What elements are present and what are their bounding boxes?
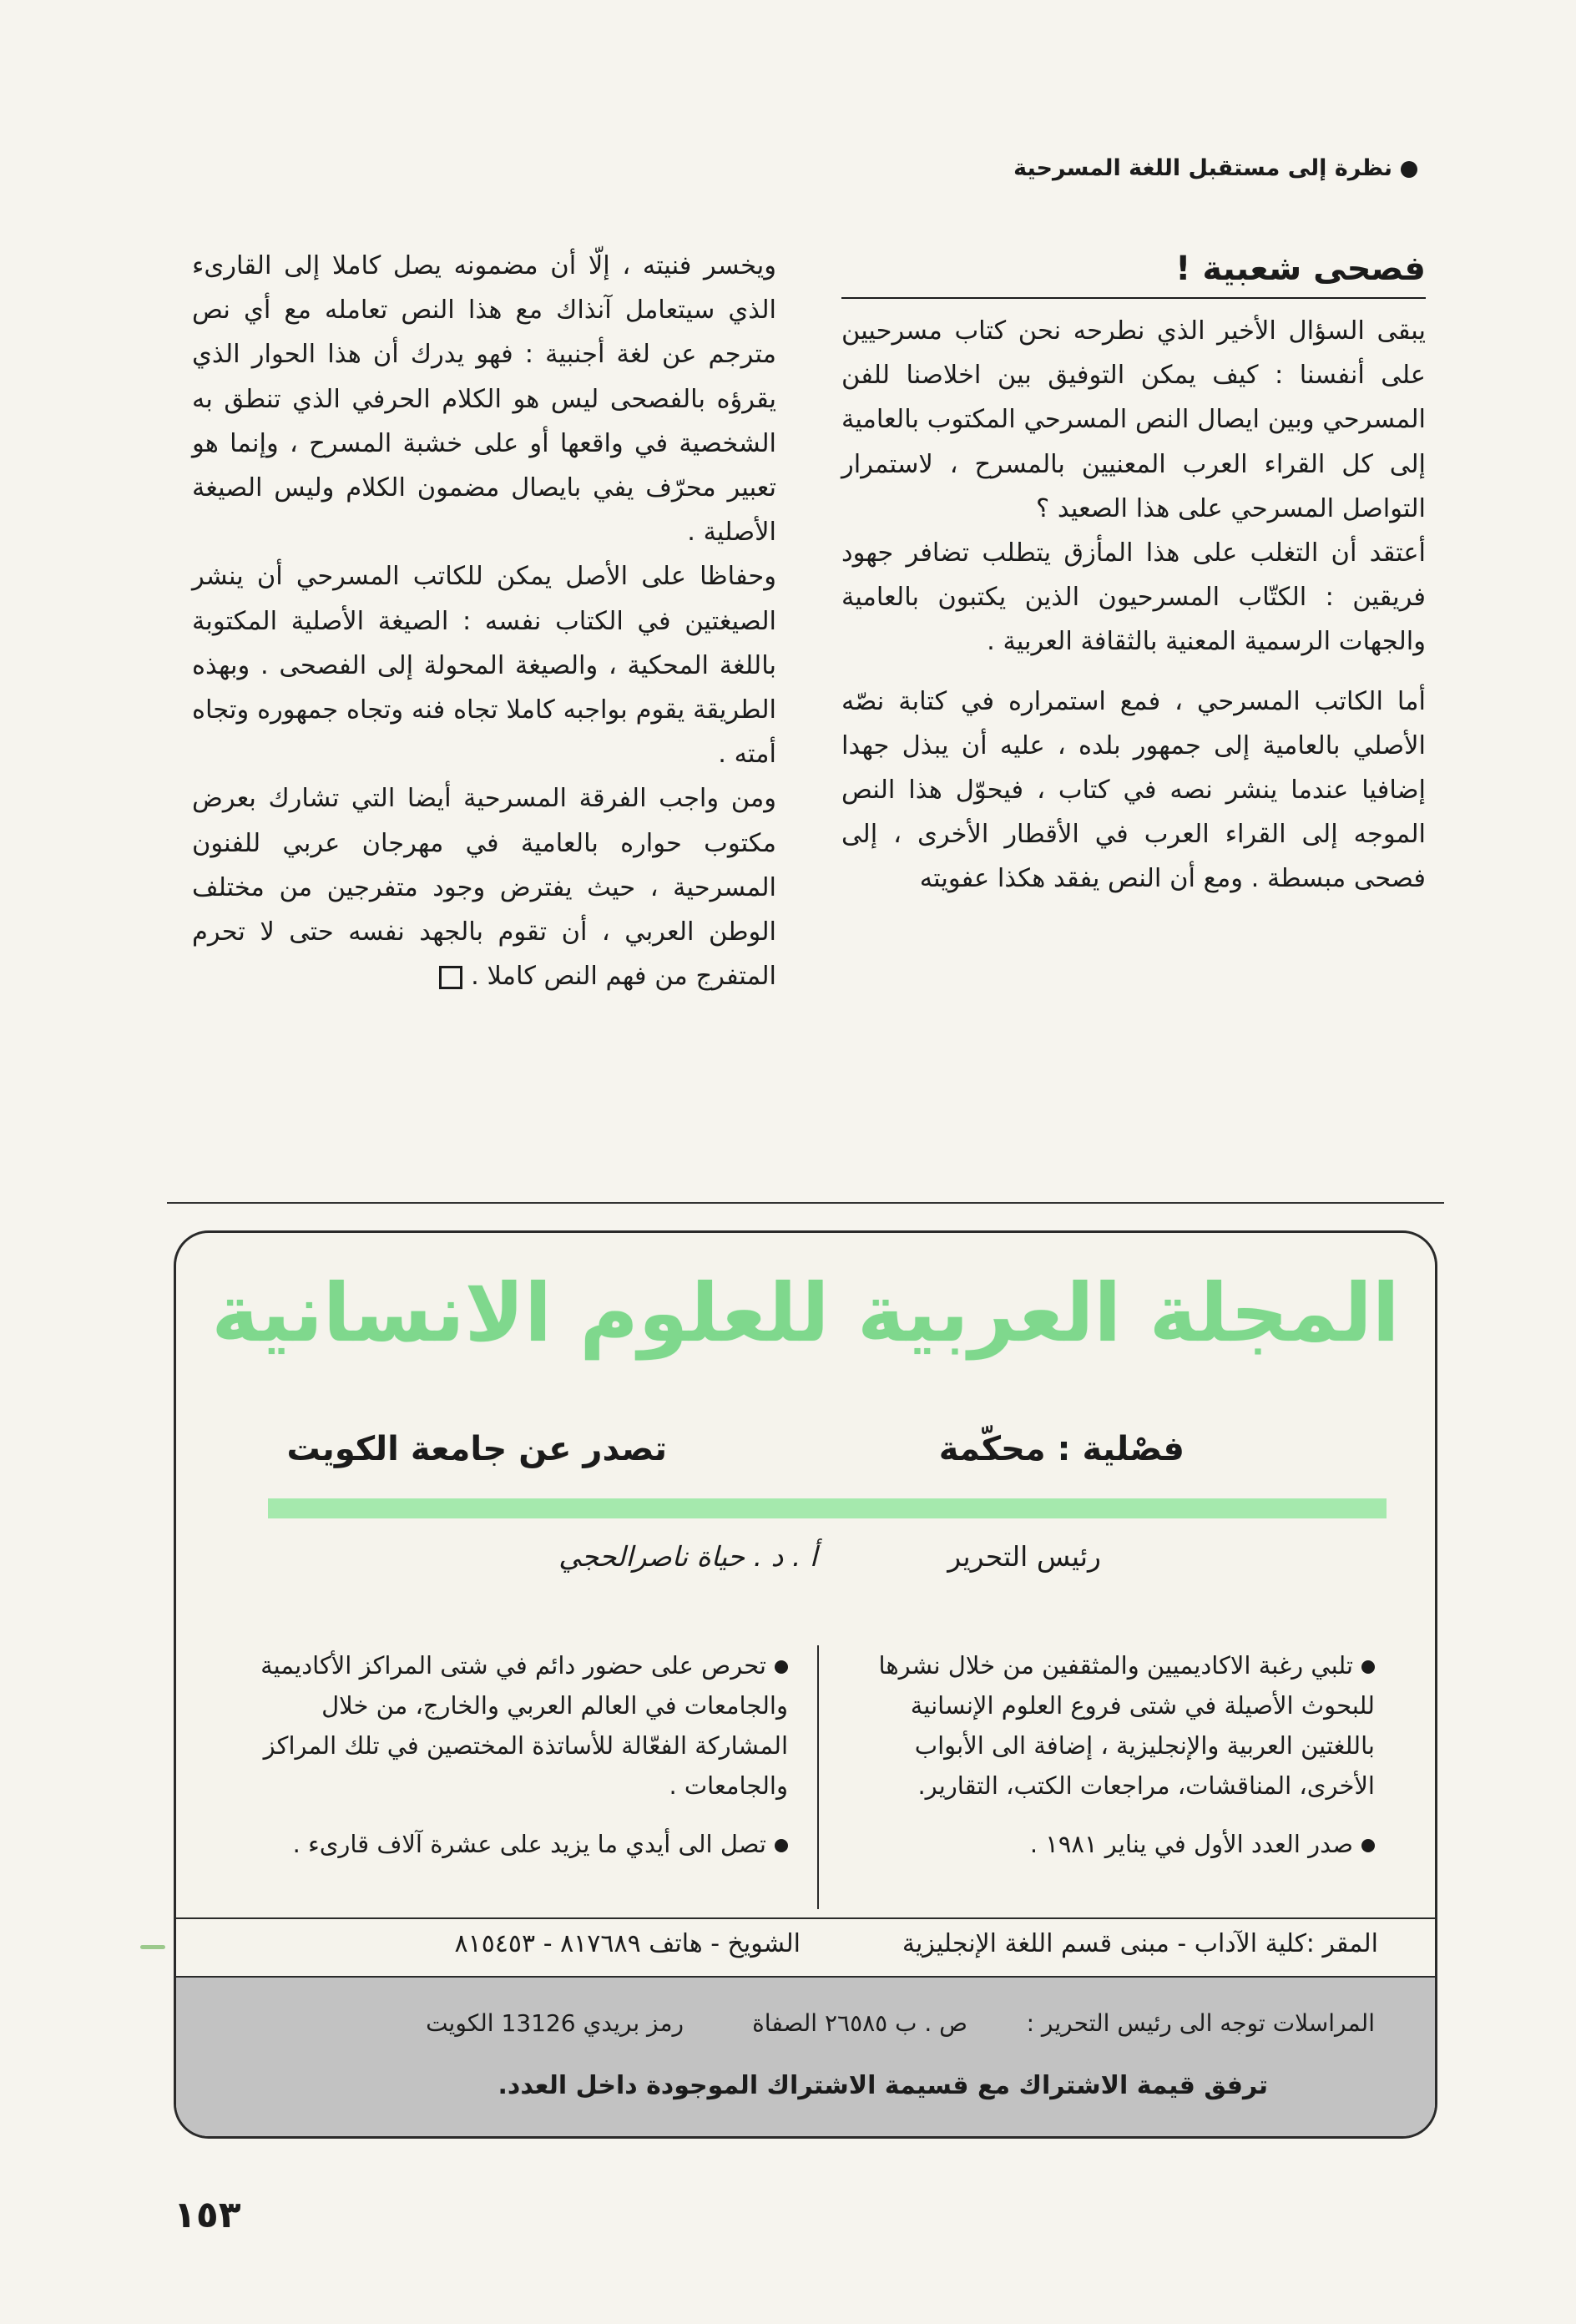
article-column-left xyxy=(192,244,776,998)
journal-advertisement xyxy=(174,1230,1437,2139)
paragraph: يبقى السؤال الأخير الذي نطرحه نحن كتاب مسرحيين على أنفسنا : كيف يمكن التوفيق بين اخلاصنا للفن المسرحي وبين ايصال النص المسرحي المكتوب بالعامية إلى كل القراء العرب المعنيين بالمسرح ، لاستمرار التواصل المسرحي على هذا الصعيد ؟ xyxy=(841,316,1426,523)
hq-label: المقر : xyxy=(1306,1929,1378,1958)
list-item: تحرص على حضور دائم في شتى المراكز الأكاديمية والجامعات في العالم العربي والخارج، من خلال المشاركة الفعّالة للأساتذة المختصين في تلك المراكز والجامعات . xyxy=(260,1651,788,1800)
list-item: صدر العدد الأول في يناير ١٩٨١ . xyxy=(841,1824,1375,1864)
publisher: تصدر عن جامعة الكويت xyxy=(286,1430,667,1468)
list-item: تلبي رغبة الاكاديميين والمثقفين من خلال نشرها للبحوث الأصيلة في شتى فروع العلوم الإنسانية باللغتين العربية والإنجليزية ، إضافة الى الأبواب الأخرى، المناقشات، مراجعات الكتب، التقارير. xyxy=(878,1651,1375,1800)
article-column-right xyxy=(841,244,1426,902)
running-head-text: نظرة إلى مستقبل اللغة المسرحية xyxy=(1013,155,1392,181)
paragraph xyxy=(192,776,776,998)
editor-label: رئيس التحرير xyxy=(947,1540,1101,1573)
bullet-icon xyxy=(775,1660,788,1674)
column-divider xyxy=(817,1645,819,1909)
page-number: ١٥٣ xyxy=(174,2194,241,2236)
divider xyxy=(167,1202,1444,1204)
paragraph: ويخسر فنيته ، إلّا أن مضمونه يصل كاملا إلى القارىء الذي سيتعامل آنذاك مع هذا النص تعامله مع أي نص مترجم عن لغة أجنبية : فهو يدرك أن هذا الحوار الذي يقرؤه بالفصحى ليس هو الكلام الحرفي الذي تنطق به الشخصية في واقعها أو على خشبة المسرح ، وإنما هو تعبير محرّف يفي بايصال مضمون الكلام وليس الصيغة الأصلية . xyxy=(192,251,776,548)
running-head xyxy=(833,155,1417,181)
postal-code: رمز بريدي 13126 الكويت xyxy=(426,2009,684,2037)
ad-column-left xyxy=(254,1645,788,1882)
bullet-icon xyxy=(775,1839,788,1852)
bullet-icon xyxy=(1361,1839,1375,1852)
correspondence-label: المراسلات توجه الى رئيس التحرير : xyxy=(1026,2009,1375,2037)
subscription-note: ترفق قيمة الاشتراك مع قسيمة الاشتراك الموجودة داخل العدد. xyxy=(498,2071,1268,2100)
ad-column-right xyxy=(841,1645,1375,1882)
margin-mark xyxy=(140,1945,165,1949)
editor-name: أ . د . حياة ناصرالحجي xyxy=(558,1540,817,1573)
periodicity: فصْلية : محكّمة xyxy=(938,1430,1185,1468)
correspondence-panel xyxy=(176,1978,1435,2138)
paragraph: أما الكاتب المسرحي ، فمع استمراره في كتابة نصّه الأصلي بالعامية إلى جمهور بلده ، عليه أن يبذل جهدا إضافيا عندما ينشر نصه في كتاب ، فيحوّل هذا النص الموجه إلى القراء العرب في الأقطار الأخرى ، إلى فصحى مبسطة . ومع أن النص يفقد هكذا عفويته xyxy=(841,686,1426,894)
po-box: ص . ب ٢٦٥٨٥ الصفاة xyxy=(752,2009,967,2037)
hq-phone: الشويخ - هاتف ٨١٧٦٨٩ - ٨١٥٤٥٣ xyxy=(454,1929,801,1958)
section-title: فصحى شعبية ! xyxy=(841,244,1426,299)
paragraph-text: ومن واجب الفرقة المسرحية أيضا التي تشارك بعرض مكتوب حواره بالعامية في مهرجان عربي للفنون المسرحية ، حيث يفترض وجود متفرجين من مختلف الوطن العربي ، أن تقوم بالجهد نفسه حتى لا تحرم المتفرج من فهم النص كاملا . xyxy=(192,784,776,992)
bullet-icon xyxy=(1361,1660,1375,1674)
paragraph: أعتقد أن التغلب على هذا المأزق يتطلب تضافر جهود فريقين : الكتّاب المسرحيون الذين يكتبون بالعامية والجهات الرسمية المعنية بالثقافة العربية . xyxy=(841,538,1426,657)
bullet-icon xyxy=(1401,161,1417,178)
hq-address: كلية الآداب - مبنى قسم اللغة الإنجليزية xyxy=(902,1929,1306,1958)
green-divider xyxy=(268,1498,1387,1518)
journal-title: المجلة العربية للعلوم الانسانية xyxy=(211,1266,1400,1360)
paragraph: وحفاظا على الأصل يمكن للكاتب المسرحي أن ينشر الصيغتين في الكتاب نفسه : الصيغة الأصلية المكتوبة باللغة المحكية ، والصيغة المحولة إلى الفصحى . وبهذه الطريقة يقوم بواجبه كاملا تجاه فنه وتجاه جمهوره وتجاه أمته . xyxy=(192,562,776,770)
end-of-article-icon xyxy=(439,966,462,989)
headquarters-row xyxy=(176,1917,1435,1978)
list-item: تصل الى أيدي ما يزيد على عشرة آلاف قارىء . xyxy=(254,1824,788,1864)
